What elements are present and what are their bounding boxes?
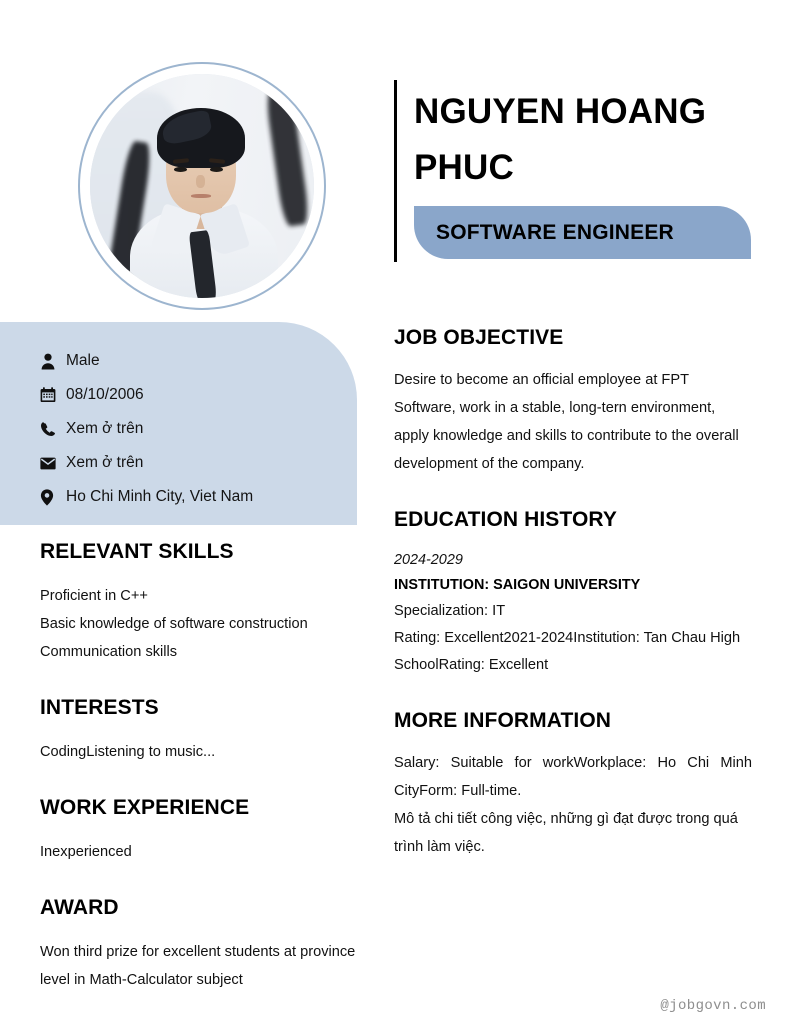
section-title-relevant-skills: RELEVANT SKILLS [40,540,234,563]
contact-row-location [40,480,357,514]
envelope-icon [40,457,66,470]
photo-nose [196,175,205,188]
photo-eye-right [210,167,223,172]
award-item: Won third prize for excellent students at province level in Math-Calculator subject [40,944,356,988]
skill-item: Communication skills [40,644,178,660]
section-title-work-experience: WORK EXPERIENCE [40,796,250,819]
contact-row-birthdate [40,378,357,412]
portrait-photo [90,74,314,298]
phone-icon [40,421,66,437]
job-objective-text: Desire to become an official employee at FPT Software, work in a stable, long-tern environment, apply knowledge and skills to contribute to the overall development of the company. [394,372,739,472]
section-relevant-skills [40,540,360,666]
contact-value-location: Ho Chi Minh City, Viet Nam [66,488,254,505]
person-icon [40,353,66,370]
section-job-objective [394,326,752,478]
contact-value-birthdate: 08/10/2006 [66,386,144,403]
work-experience-item: Inexperienced [40,844,132,860]
contact-panel [0,322,357,525]
section-title-education-history: EDUCATION HISTORY [394,508,617,531]
photo-eye-left [174,167,187,172]
skill-item: Basic knowledge of software construction [40,616,308,632]
section-title-interests: INTERESTS [40,696,159,719]
contact-row-email [40,446,357,480]
section-education-history [394,508,752,679]
section-interests [40,696,360,766]
avatar [78,62,326,310]
section-more-information [394,709,752,861]
contact-value-gender: Male [66,352,100,369]
more-information-placeholder: Mô tả chi tiết công việc, những gì đạt được trong quá trình làm việc. [394,811,738,855]
left-column [40,540,360,1024]
section-award [40,896,360,994]
section-title-job-objective: JOB OBJECTIVE [394,326,564,349]
education-institution: INSTITUTION: SAIGON UNIVERSITY [394,577,641,593]
map-pin-icon [40,489,66,506]
right-column [394,326,752,891]
contact-value-email: Xem ở trên [66,454,144,471]
education-rating: Rating: Excellent2021-2024Institution: Tan Chau High SchoolRating: Excellent [394,630,741,673]
section-title-award: AWARD [40,896,119,919]
section-work-experience [40,796,360,866]
interest-item: CodingListening to music... [40,744,216,760]
education-specialization: Specialization: IT [394,603,506,619]
more-information-text: Salary: Suitable for workWorkplace: Ho Chi Minh CityForm: Full-time. [394,755,752,799]
photo-mouth [191,194,211,198]
contact-row-phone [40,412,357,446]
page-title: NGUYEN HOANG PHUC [414,92,707,187]
name-divider-rule [394,80,397,262]
calendar-icon [40,387,66,403]
watermark: @jobgovn.com [660,998,766,1014]
contact-row-gender [40,344,357,378]
role-badge [414,206,751,259]
education-years: 2024-2029 [394,552,463,568]
contact-value-phone: Xem ở trên [66,420,144,437]
section-title-more-information: MORE INFORMATION [394,709,612,732]
skill-item: Proficient in C++ [40,588,148,604]
role-badge-label: SOFTWARE ENGINEER [436,220,674,244]
